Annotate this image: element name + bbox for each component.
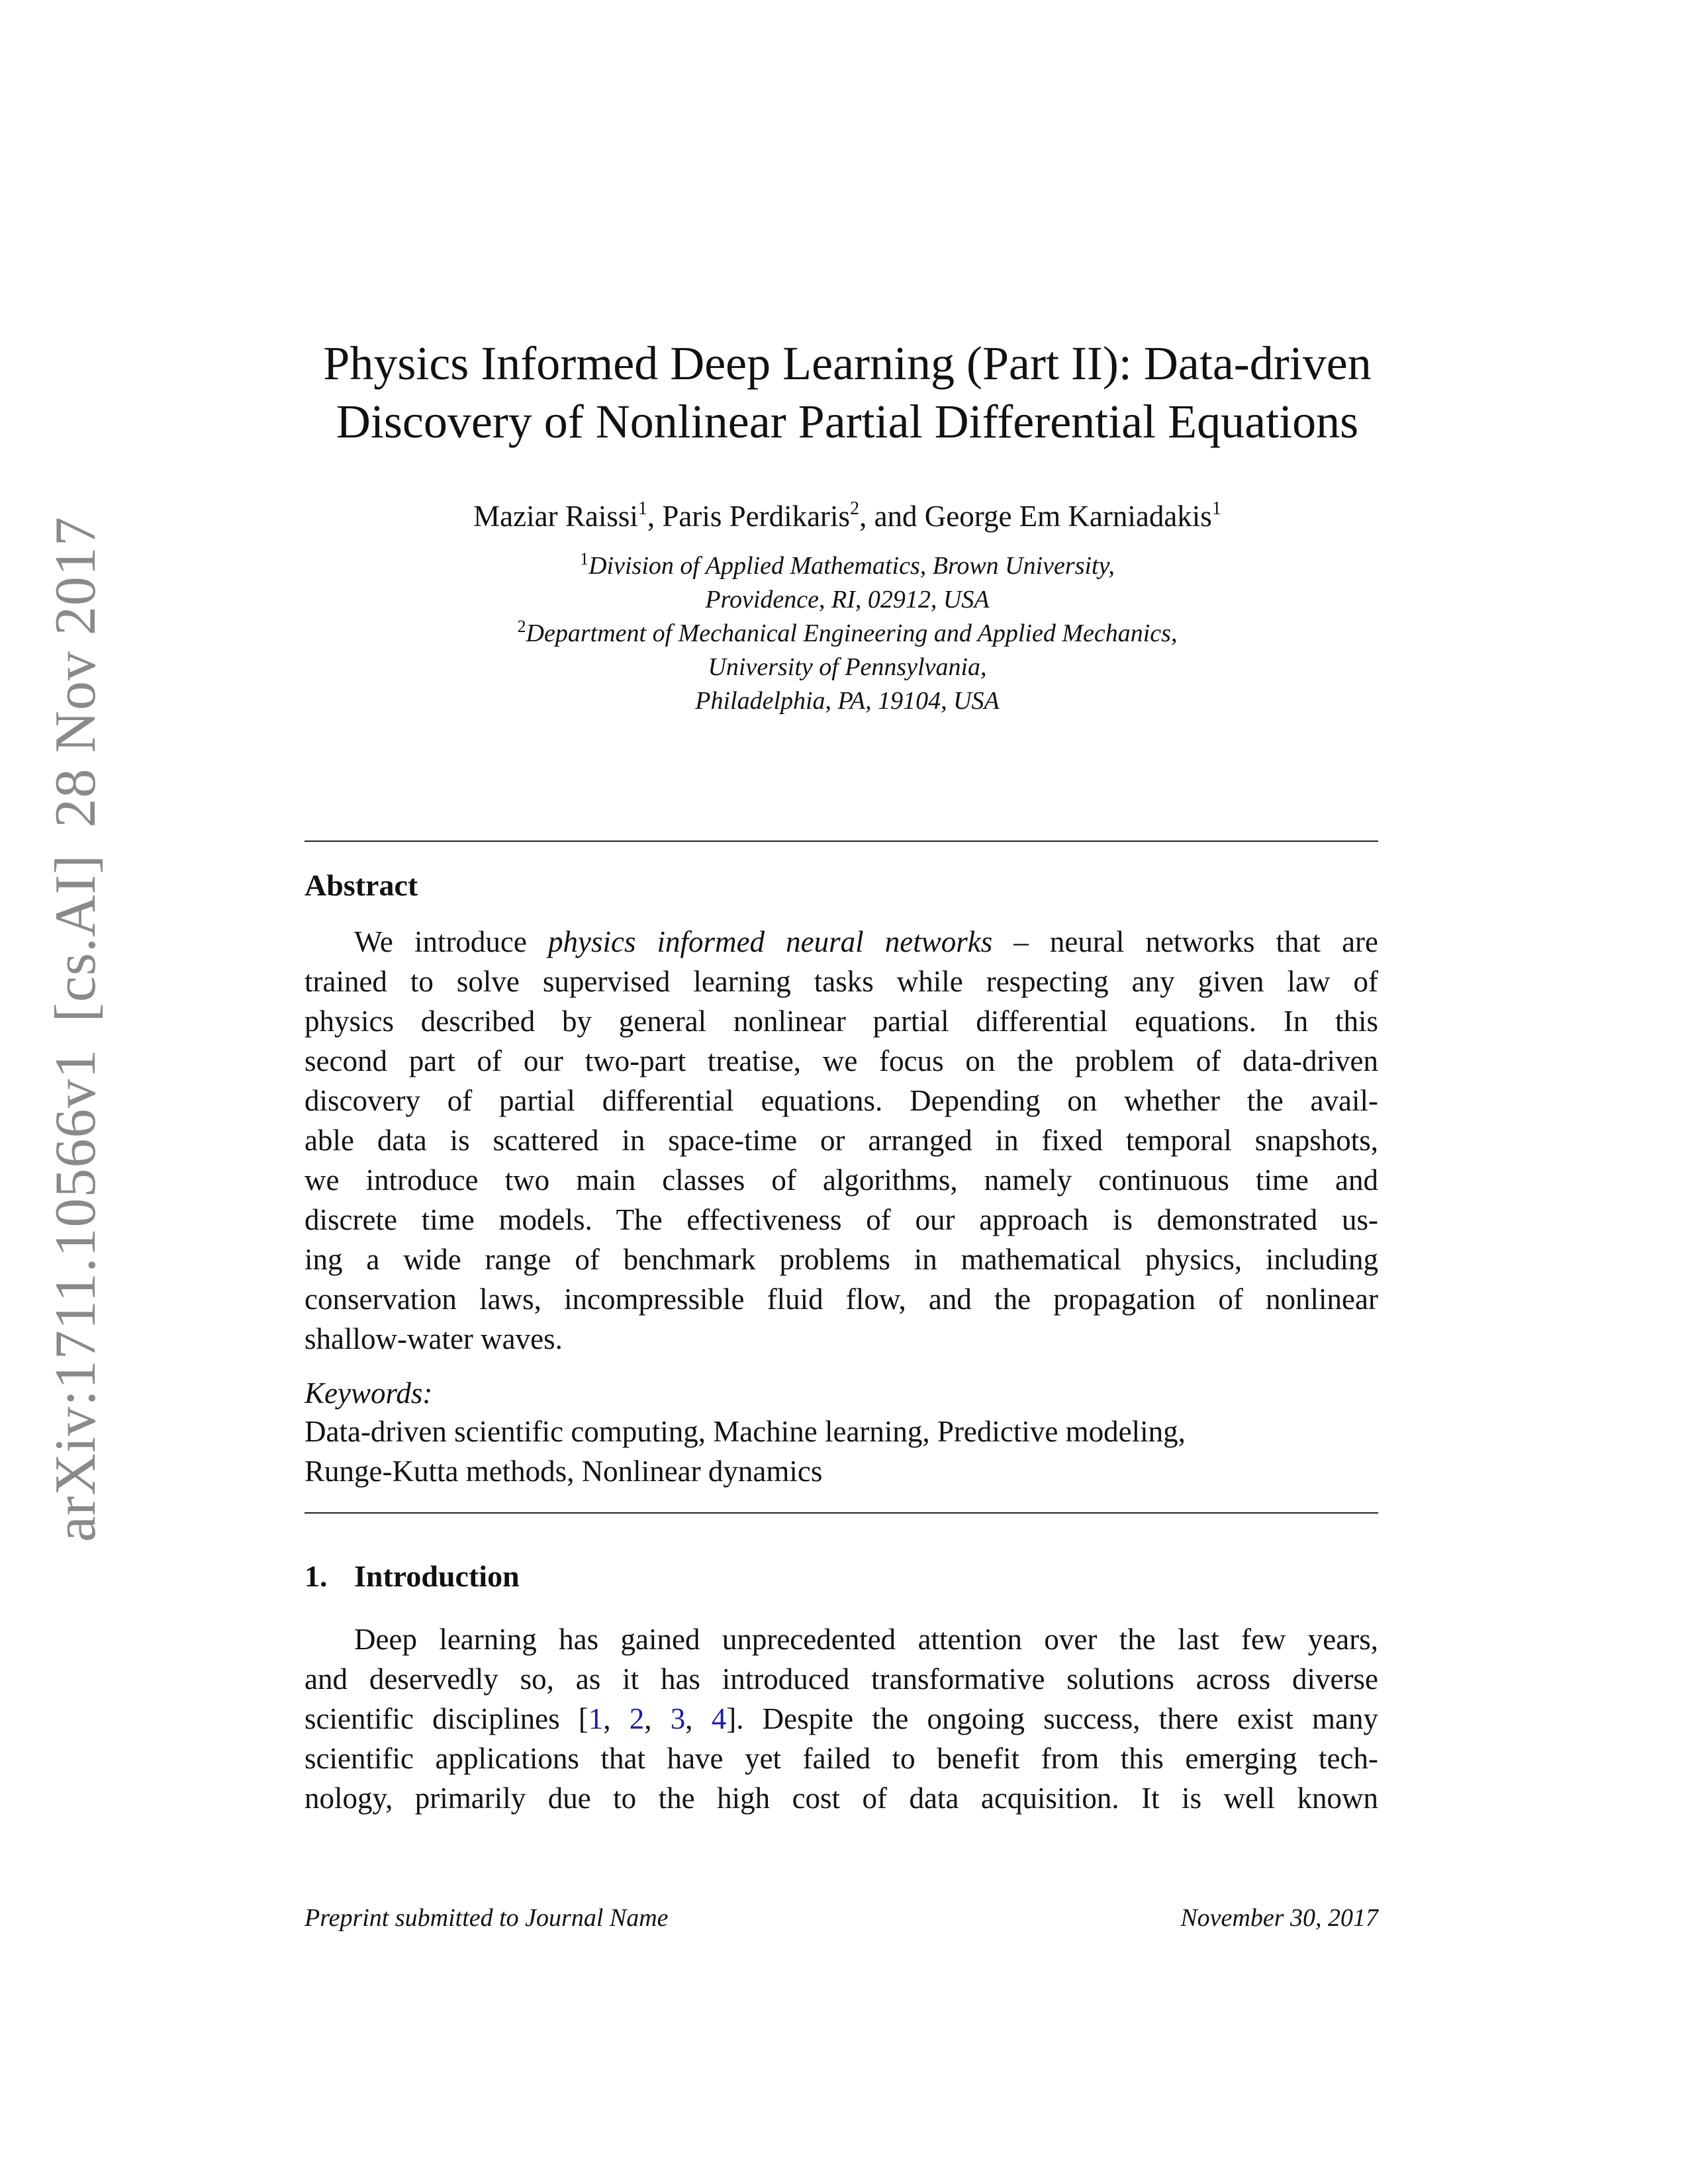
paper-title (199, 334, 1496, 451)
section-number: 1. (305, 1559, 328, 1593)
arxiv-watermark (40, 516, 113, 1542)
affiliation-text: Providence, RI, 02912, USA (705, 586, 990, 614)
abstract-top-rule (305, 841, 1378, 842)
abstract-body (305, 922, 1378, 1359)
section-title: Introduction (354, 1559, 520, 1593)
author-separator: , and (859, 500, 925, 533)
keywords-body (305, 1412, 1378, 1491)
footer-preprint-note: Preprint submitted to Journal Name (305, 1904, 669, 1932)
arxiv-id: arXiv:1711.10566v1 (44, 1048, 108, 1542)
abstract-line: conservation laws, incompressible fluid flow, and the propagation of nonlinear (305, 1283, 1378, 1316)
keywords-line: Data-driven scientific computing, Machine learning, Predictive modeling, (305, 1415, 1186, 1448)
introduction-line: nology, primarily due to the high cost of data acquisition. It is well known (305, 1782, 1378, 1815)
affiliation-line (199, 617, 1496, 651)
title-line-2: Discovery of Nonlinear Partial Differential Equations (336, 395, 1359, 448)
author-affiliation-mark: 1 (1211, 498, 1221, 519)
author-name: George Em Karniadakis (924, 500, 1212, 533)
citation-link[interactable]: 3 (670, 1702, 686, 1735)
introduction-line: scientific applications that have yet failed to benefit from this emerging tech- (305, 1742, 1378, 1775)
author-affiliation-mark: 2 (850, 498, 860, 519)
affiliation-line (199, 549, 1496, 583)
abstract-line: trained to solve supervised learning tasks while respecting any given law of (305, 965, 1378, 998)
citation-link[interactable]: 1 (588, 1702, 604, 1735)
abstract-emphasis: physics informed neural networks (547, 925, 993, 958)
introduction-body (305, 1619, 1378, 1818)
footer-date: November 30, 2017 (1180, 1904, 1378, 1932)
citation-link[interactable]: 4 (711, 1702, 727, 1735)
abstract-bottom-rule (305, 1512, 1378, 1514)
author-list (199, 496, 1496, 536)
affiliation-line (199, 583, 1496, 617)
arxiv-date: 28 Nov 2017 (44, 516, 108, 828)
abstract-line: physics described by general nonlinear partial differential equations. In this (305, 1005, 1378, 1038)
title-line-1: Physics Informed Deep Learning (Part II): Data-driven (323, 337, 1372, 390)
abstract-line: discovery of partial differential equations. Depending on whether the avail- (305, 1084, 1378, 1117)
author-name: Maziar Raissi (473, 500, 638, 533)
author-separator: , (647, 500, 663, 533)
introduction-text: ]. Despite the ongoing success, there exist many (726, 1702, 1379, 1735)
abstract-text: We introduce (354, 925, 548, 958)
introduction-line: scientific disciplines [1, 2, 3, 4]. Despite the ongoing success, there exist many (305, 1702, 1379, 1735)
author-affiliation-mark: 1 (637, 498, 647, 519)
citation-link[interactable]: 2 (629, 1702, 645, 1735)
introduction-line: Deep learning has gained unprecedented attention over the last few years, (354, 1623, 1378, 1656)
abstract-line (305, 922, 1378, 962)
abstract-line: second part of our two-part treatise, we focus on the problem of data-driven (305, 1044, 1378, 1077)
introduction-line: and deservedly so, as it has introduced transformative solutions across diverse (305, 1662, 1378, 1696)
introduction-text: scientific disciplines [ (305, 1702, 588, 1735)
affiliation-block (199, 549, 1496, 718)
abstract-text: – neural networks that are (992, 925, 1379, 958)
affiliation-text: Department of Mechanical Engineering and Applied Mechanics, (526, 619, 1178, 647)
abstract-heading: Abstract (305, 868, 418, 902)
abstract-line: we introduce two main classes of algorithms, namely continuous time and (305, 1163, 1378, 1197)
affiliation-text: Philadelphia, PA, 19104, USA (695, 687, 1000, 715)
affiliation-mark: 1 (580, 549, 589, 569)
affiliation-text: Division of Applied Mathematics, Brown University, (588, 552, 1115, 580)
author-name: Paris Perdikaris (662, 500, 851, 533)
keywords-line: Runge-Kutta methods, Nonlinear dynamics (305, 1455, 823, 1488)
abstract-line: discrete time models. The effectiveness of our approach is demonstrated us- (305, 1203, 1378, 1236)
affiliation-text: University of Pennsylvania, (708, 653, 987, 681)
arxiv-category: [cs.AI] (44, 854, 108, 1023)
affiliation-line (199, 684, 1496, 718)
keywords-label: Keywords: (305, 1377, 433, 1410)
abstract-line: shallow-water waves. (305, 1322, 563, 1355)
abstract-line: able data is scattered in space-time or arranged in fixed temporal snapshots, (305, 1124, 1378, 1157)
affiliation-mark: 2 (517, 617, 526, 636)
affiliation-line (199, 651, 1496, 684)
abstract-line: ing a wide range of benchmark problems in mathematical physics, including (305, 1243, 1378, 1276)
section-heading-introduction (305, 1557, 520, 1596)
